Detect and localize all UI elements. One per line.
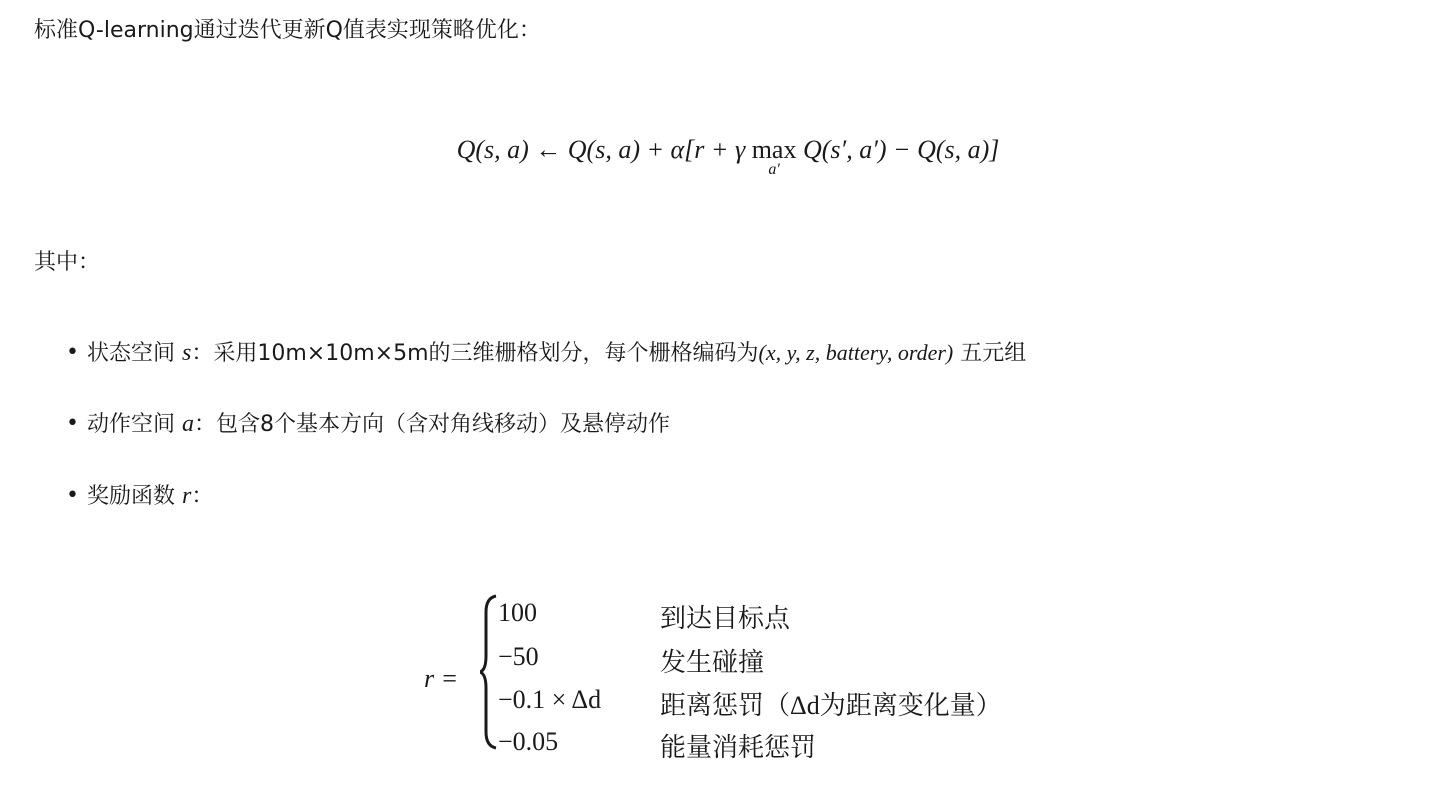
case-value: −50 [498, 642, 539, 671]
reward-lhs: r = [424, 664, 459, 693]
case-value: 100 [498, 598, 537, 627]
item-var: r [182, 483, 192, 509]
case-condition: 距离惩罚（Δd为距离变化量） [660, 691, 1002, 720]
case-condition: 发生碰撞 [660, 648, 765, 677]
item-prefix: 奖励函数 [87, 484, 176, 509]
left-brace-icon [480, 592, 500, 752]
q-update-formula [0, 135, 1456, 178]
max-subscript: a′ [768, 161, 780, 178]
bullet-marker: • [66, 340, 79, 365]
case-condition: 到达目标点 [660, 604, 791, 633]
where-label: 其中： [34, 250, 101, 275]
item-prefix: 动作空间 [87, 412, 176, 437]
item-math: (x, y, z, battery, order) [758, 340, 954, 365]
bullet-marker: • [66, 411, 79, 436]
formula-rhs: Q(s′, a′) − Q(s, a)] [796, 135, 1000, 164]
case-value: −0.1 × Δd [498, 685, 602, 714]
formula-max [751, 135, 797, 178]
intro-text: 标准Q-learning通过迭代更新Q值表实现策略优化： [34, 18, 541, 43]
case-condition: 能量消耗惩罚 [660, 733, 817, 762]
item-var: s [182, 340, 192, 366]
item-text: ： [191, 484, 214, 509]
item-text: ：包含8个基本方向（含对角线移动）及悬停动作 [194, 412, 671, 437]
case-value: −0.05 [498, 727, 559, 756]
max-operator: max [751, 135, 797, 164]
bullet-marker: • [66, 483, 79, 508]
item-var: a [182, 411, 195, 437]
item-text: ：采用10m×10m×5m的三维栅格划分，每个栅格编码为 [191, 341, 759, 366]
item-prefix: 状态空间 [87, 341, 176, 366]
formula-lhs: Q(s, a) ← Q(s, a) + α[r + γ [456, 135, 752, 164]
item-suffix: 五元组 [960, 341, 1027, 366]
